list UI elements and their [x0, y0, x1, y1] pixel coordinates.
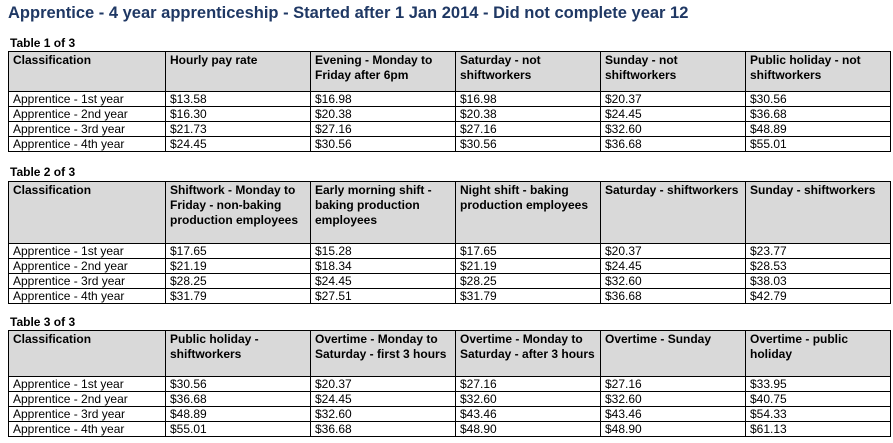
- table-cell: $30.56: [746, 92, 891, 107]
- table-cell: $27.16: [456, 377, 601, 392]
- table-cell: $32.60: [311, 407, 456, 422]
- table-cell: $28.25: [456, 274, 601, 289]
- table-cell: $20.37: [601, 244, 746, 259]
- column-header: Overtime - Sunday: [601, 331, 746, 377]
- table-cell: $20.38: [311, 107, 456, 122]
- column-header: Classification: [9, 331, 166, 377]
- column-header: Saturday - not shiftworkers: [456, 52, 601, 92]
- column-header: Classification: [9, 52, 166, 92]
- table-row: [9, 289, 891, 304]
- table-cell: Apprentice - 1st year: [9, 244, 166, 259]
- table-cell: Apprentice - 3rd year: [9, 274, 166, 289]
- column-header: Classification: [9, 182, 166, 244]
- table-row: [9, 392, 891, 407]
- table-cell: $16.30: [166, 107, 311, 122]
- table-cell: $28.53: [746, 259, 891, 274]
- table-cell: $32.60: [456, 392, 601, 407]
- table-row: [9, 259, 891, 274]
- table-cell: $36.68: [601, 289, 746, 304]
- table-cell: $20.37: [311, 377, 456, 392]
- table-cell: $36.68: [166, 392, 311, 407]
- table-cell: $28.25: [166, 274, 311, 289]
- table-3-heading: Table 3 of 3: [10, 315, 76, 329]
- table-cell: Apprentice - 4th year: [9, 137, 166, 152]
- table-cell: Apprentice - 2nd year: [9, 392, 166, 407]
- table-row: [9, 107, 891, 122]
- table-2-heading: Table 2 of 3: [10, 165, 76, 179]
- table-cell: $23.77: [746, 244, 891, 259]
- table-cell: $32.60: [601, 122, 746, 137]
- table-cell: $16.98: [311, 92, 456, 107]
- column-header: Saturday - shiftworkers: [601, 182, 746, 244]
- table-cell: $13.58: [166, 92, 311, 107]
- table-cell: $30.56: [311, 137, 456, 152]
- table-cell: $61.13: [746, 422, 891, 437]
- table-cell: Apprentice - 4th year: [9, 289, 166, 304]
- table-cell: $43.46: [456, 407, 601, 422]
- table-cell: $32.60: [601, 274, 746, 289]
- table-cell: Apprentice - 1st year: [9, 377, 166, 392]
- table-cell: $38.03: [746, 274, 891, 289]
- table-cell: $36.68: [311, 422, 456, 437]
- table-cell: Apprentice - 4th year: [9, 422, 166, 437]
- table-cell: $21.73: [166, 122, 311, 137]
- table-cell: $48.90: [601, 422, 746, 437]
- table-cell: Apprentice - 2nd year: [9, 259, 166, 274]
- table-cell: $48.89: [166, 407, 311, 422]
- table-cell: $21.19: [166, 259, 311, 274]
- table-row: [9, 274, 891, 289]
- table-cell: $27.16: [601, 377, 746, 392]
- table-cell: $48.89: [746, 122, 891, 137]
- table-2: [8, 181, 891, 304]
- table-cell: $17.65: [166, 244, 311, 259]
- table-cell: $17.65: [456, 244, 601, 259]
- table-cell: Apprentice - 2nd year: [9, 107, 166, 122]
- table-cell: $32.60: [601, 392, 746, 407]
- table-row: [9, 244, 891, 259]
- table-row: [9, 92, 891, 107]
- table-cell: $24.45: [601, 107, 746, 122]
- table-cell: $16.98: [456, 92, 601, 107]
- column-header: Evening - Monday to Friday after 6pm: [311, 52, 456, 92]
- table-cell: Apprentice - 1st year: [9, 92, 166, 107]
- table-cell: $55.01: [166, 422, 311, 437]
- table-cell: $30.56: [166, 377, 311, 392]
- table-row: [9, 377, 891, 392]
- table-cell: $43.46: [601, 407, 746, 422]
- column-header: Night shift - baking production employees: [456, 182, 601, 244]
- table-cell: $27.51: [311, 289, 456, 304]
- table-row: [9, 407, 891, 422]
- table-cell: $21.19: [456, 259, 601, 274]
- table-cell: $18.34: [311, 259, 456, 274]
- table-cell: $54.33: [746, 407, 891, 422]
- table-cell: $15.28: [311, 244, 456, 259]
- table-cell: $55.01: [746, 137, 891, 152]
- table-header-row: [9, 182, 891, 244]
- table-header-row: [9, 52, 891, 92]
- column-header: Public holiday - shiftworkers: [166, 331, 311, 377]
- page-title: Apprentice - 4 year apprenticeship - Started after 1 Jan 2014 - Did not complete year 12: [8, 4, 689, 22]
- table-cell: $33.95: [746, 377, 891, 392]
- column-header: Public holiday - not shiftworkers: [746, 52, 891, 92]
- table-1: [8, 51, 891, 152]
- table-cell: $24.45: [311, 274, 456, 289]
- table-cell: $40.75: [746, 392, 891, 407]
- column-header: Early morning shift - baking production employees: [311, 182, 456, 244]
- table-cell: Apprentice - 3rd year: [9, 122, 166, 137]
- column-header: Overtime - Monday to Saturday - after 3 hours: [456, 331, 601, 377]
- column-header: Sunday - not shiftworkers: [601, 52, 746, 92]
- table-cell: $20.37: [601, 92, 746, 107]
- column-header: Sunday - shiftworkers: [746, 182, 891, 244]
- table-cell: $31.79: [456, 289, 601, 304]
- table-cell: $20.38: [456, 107, 601, 122]
- table-cell: $24.45: [601, 259, 746, 274]
- table-row: [9, 122, 891, 137]
- table-row: [9, 422, 891, 437]
- table-header-row: [9, 331, 891, 377]
- table-cell: $24.45: [166, 137, 311, 152]
- table-cell: $27.16: [456, 122, 601, 137]
- column-header: Overtime - Monday to Saturday - first 3 hours: [311, 331, 456, 377]
- column-header: Overtime - public holiday: [746, 331, 891, 377]
- table-1-heading: Table 1 of 3: [10, 36, 76, 50]
- table-cell: $48.90: [456, 422, 601, 437]
- table-cell: $24.45: [311, 392, 456, 407]
- table-cell: $36.68: [601, 137, 746, 152]
- column-header: Hourly pay rate: [166, 52, 311, 92]
- table-cell: Apprentice - 3rd year: [9, 407, 166, 422]
- table-cell: $30.56: [456, 137, 601, 152]
- table-cell: $42.79: [746, 289, 891, 304]
- table-cell: $31.79: [166, 289, 311, 304]
- column-header: Shiftwork - Monday to Friday - non-baking production employees: [166, 182, 311, 244]
- table-row: [9, 137, 891, 152]
- table-cell: $27.16: [311, 122, 456, 137]
- table-3: [8, 330, 891, 437]
- table-cell: $36.68: [746, 107, 891, 122]
